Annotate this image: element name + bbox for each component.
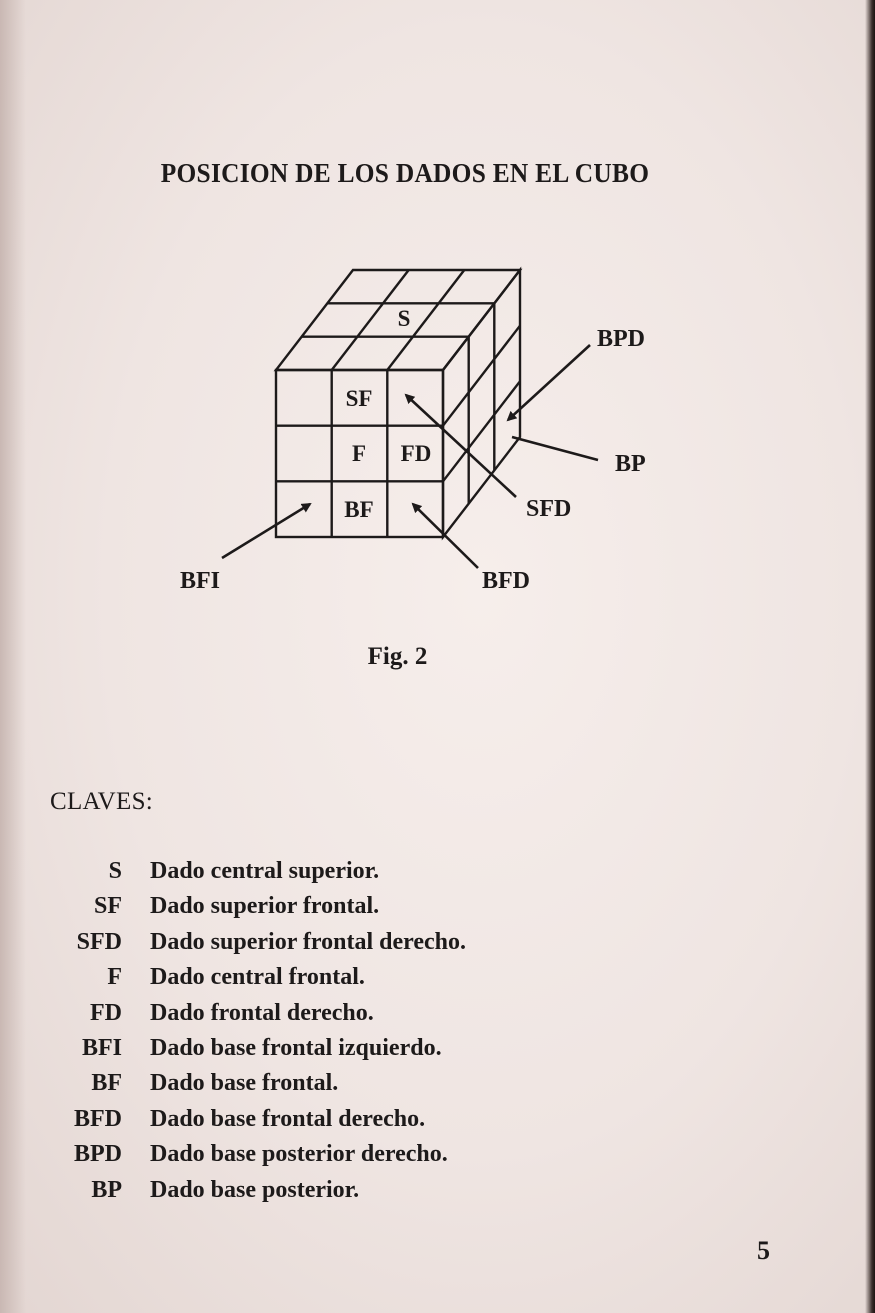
page-number: 5 [757, 1236, 770, 1265]
figure-caption: Fig. 2 [367, 643, 428, 670]
cube-diagram [160, 250, 700, 610]
key-code: BFD [74, 1105, 122, 1132]
callout-sfd: SFD [526, 496, 572, 522]
list-item [40, 929, 640, 964]
keys-list [40, 858, 640, 1212]
list-item [40, 1177, 640, 1212]
key-code: FD [90, 999, 122, 1026]
list-item [40, 1000, 640, 1035]
page-edge [865, 0, 875, 1313]
key-code: BF [91, 1070, 122, 1097]
list-item [40, 858, 640, 893]
key-description: Dado frontal derecho. [150, 999, 374, 1026]
key-description: Dado base frontal. [150, 1070, 339, 1097]
key-code: BFI [81, 1034, 122, 1061]
callout-bfi: BFI [180, 568, 221, 594]
key-description: Dado base frontal derecho. [150, 1105, 426, 1132]
key-code: S [108, 858, 122, 884]
key-description: Dado central superior. [150, 858, 380, 884]
list-item [40, 1106, 640, 1141]
arrow-bp [512, 437, 598, 460]
key-description: Dado base posterior derecho. [150, 1141, 448, 1168]
label-s: S [397, 306, 411, 331]
label-f: F [351, 441, 367, 466]
key-description: Dado central frontal. [150, 964, 365, 991]
list-item [40, 893, 640, 928]
key-description: Dado superior frontal. [150, 893, 380, 920]
page-title: POSICION DE LOS DADOS EN EL CUBO [160, 158, 650, 188]
key-code: BP [91, 1176, 122, 1203]
key-description: Dado superior frontal derecho. [150, 928, 466, 955]
label-fd: FD [400, 441, 432, 466]
list-item [40, 1035, 640, 1070]
key-code: SF [93, 893, 122, 920]
key-code: F [107, 964, 122, 991]
list-item [40, 1141, 640, 1176]
key-code: BPD [74, 1141, 122, 1168]
callout-bpd: BPD [597, 326, 645, 352]
arrow-bfi [222, 504, 310, 558]
callout-bp: BP [615, 451, 646, 477]
list-item [40, 1070, 640, 1105]
list-item [40, 964, 640, 999]
keys-heading: CLAVES: [50, 788, 154, 815]
label-bf: BF [344, 497, 374, 522]
label-sf: SF [345, 386, 373, 411]
callout-bfd: BFD [482, 568, 530, 594]
key-description: Dado base frontal izquierdo. [150, 1034, 442, 1061]
key-description: Dado base posterior. [150, 1176, 360, 1203]
key-code: SFD [76, 928, 122, 955]
cube-figure [160, 250, 700, 610]
